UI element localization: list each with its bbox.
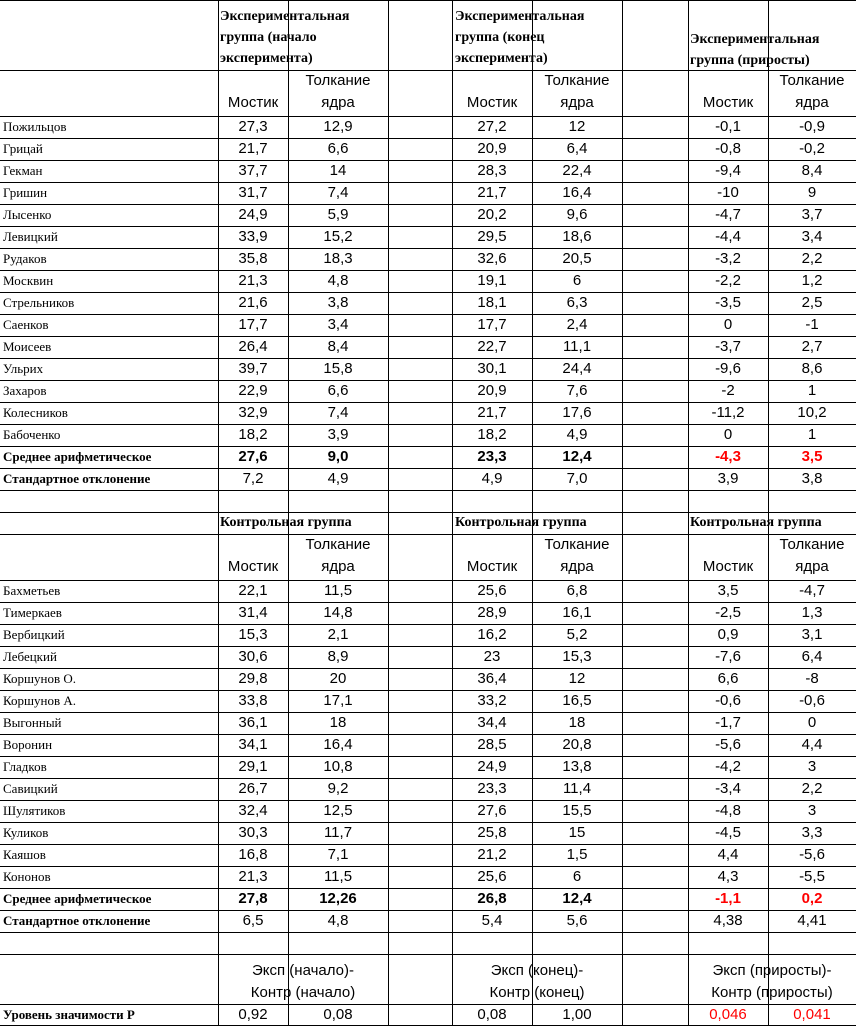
athlete-name: Лысенко bbox=[3, 207, 52, 222]
value-cell: 2,2 bbox=[801, 780, 823, 797]
sd-value: 7,2 bbox=[242, 470, 264, 487]
value-cell: 11,5 bbox=[323, 868, 353, 885]
sd-value: 5,6 bbox=[566, 912, 588, 929]
value-cell: 20,8 bbox=[562, 736, 592, 753]
value-cell: 30,6 bbox=[238, 648, 268, 665]
col-header-shot: ядра bbox=[560, 558, 594, 575]
athlete-name: Лебецкий bbox=[3, 649, 57, 664]
mean-value: 12,26 bbox=[319, 890, 357, 907]
col-header-shot: Толкание bbox=[305, 536, 371, 553]
value-cell: -4,5 bbox=[715, 824, 741, 841]
mean-value: 12,4 bbox=[562, 890, 592, 907]
value-cell: 8,4 bbox=[327, 338, 349, 355]
value-cell: 16,4 bbox=[562, 184, 592, 201]
significance-value: 0,046 bbox=[709, 1006, 747, 1023]
sd-label: Стандартное отклонение bbox=[3, 913, 151, 928]
athlete-name: Рудаков bbox=[3, 251, 47, 266]
comparison-end: Эксп (конец)- bbox=[490, 962, 584, 979]
athlete-name: Гришин bbox=[3, 185, 48, 200]
grid-line-h bbox=[0, 534, 856, 535]
group-header-ctrl-gain: Контрольная группа bbox=[690, 515, 822, 530]
value-cell: 12 bbox=[568, 118, 586, 135]
value-cell: -5,6 bbox=[715, 736, 741, 753]
athlete-name: Бабоченко bbox=[3, 427, 61, 442]
value-cell: 17,1 bbox=[323, 692, 353, 709]
col-header-bridge: Мостик bbox=[227, 94, 279, 111]
value-cell: 3 bbox=[807, 802, 817, 819]
sd-value: 6,5 bbox=[242, 912, 264, 929]
value-cell: -0,6 bbox=[715, 692, 741, 709]
value-cell: 8,9 bbox=[327, 648, 349, 665]
value-cell: 0 bbox=[723, 316, 733, 333]
sd-value: 4,9 bbox=[327, 470, 349, 487]
value-cell: 34,4 bbox=[477, 714, 507, 731]
significance-value: 0,08 bbox=[477, 1006, 507, 1023]
value-cell: 13,8 bbox=[562, 758, 592, 775]
value-cell: 4,9 bbox=[566, 426, 588, 443]
sd-value: 7,0 bbox=[566, 470, 588, 487]
col-header-shot: Толкание bbox=[305, 72, 371, 89]
athlete-name: Воронин bbox=[3, 737, 53, 752]
value-cell: 15 bbox=[568, 824, 586, 841]
athlete-name: Левицкий bbox=[3, 229, 58, 244]
value-cell: 3 bbox=[807, 758, 817, 775]
athlete-name: Куликов bbox=[3, 825, 49, 840]
value-cell: 3,3 bbox=[801, 824, 823, 841]
value-cell: 2,5 bbox=[801, 294, 823, 311]
value-cell: -5,5 bbox=[799, 868, 825, 885]
athlete-name: Савицкий bbox=[3, 781, 58, 796]
significance-value: 0,08 bbox=[323, 1006, 353, 1023]
value-cell: 18,1 bbox=[477, 294, 507, 311]
sd-value: 3,8 bbox=[801, 470, 823, 487]
value-cell: 20,5 bbox=[562, 250, 592, 267]
athlete-name: Бахметьев bbox=[3, 583, 61, 598]
grid-line-h bbox=[0, 0, 856, 1]
value-cell: 24,9 bbox=[238, 206, 268, 223]
value-cell: 17,6 bbox=[562, 404, 592, 421]
value-cell: 21,6 bbox=[238, 294, 268, 311]
comparison-start: Контр (начало) bbox=[250, 984, 356, 1001]
significance-value: 0,041 bbox=[793, 1006, 831, 1023]
value-cell: -2,2 bbox=[715, 272, 741, 289]
value-cell: 11,1 bbox=[562, 338, 592, 355]
mean-value: 12,4 bbox=[562, 448, 592, 465]
value-cell: -4,8 bbox=[715, 802, 741, 819]
athlete-name: Выгонный bbox=[3, 715, 62, 730]
value-cell: 3,8 bbox=[327, 294, 349, 311]
athlete-name: Стрельников bbox=[3, 295, 75, 310]
value-cell: 7,6 bbox=[566, 382, 588, 399]
value-cell: 8,6 bbox=[801, 360, 823, 377]
group-header-ctrl-end: Контрольная группа bbox=[455, 515, 587, 530]
value-cell: 2,4 bbox=[566, 316, 588, 333]
col-header-shot: Толкание bbox=[779, 72, 845, 89]
athlete-name: Гладков bbox=[3, 759, 47, 774]
value-cell: 4,3 bbox=[717, 868, 739, 885]
value-cell: 8,4 bbox=[801, 162, 823, 179]
value-cell: -5,6 bbox=[799, 846, 825, 863]
athlete-name: Пожильцов bbox=[3, 119, 67, 134]
mean-value: 9,0 bbox=[327, 448, 349, 465]
athlete-name: Ульрих bbox=[3, 361, 44, 376]
value-cell: 6,6 bbox=[717, 670, 739, 687]
value-cell: 5,2 bbox=[566, 626, 588, 643]
comparison-end: Контр (конец) bbox=[489, 984, 585, 1001]
col-header-bridge: Мостик bbox=[227, 558, 279, 575]
value-cell: -10 bbox=[717, 184, 739, 201]
value-cell: 2,7 bbox=[801, 338, 823, 355]
value-cell: 27,3 bbox=[238, 118, 268, 135]
value-cell: 28,9 bbox=[477, 604, 507, 621]
value-cell: 12,5 bbox=[323, 802, 353, 819]
col-header-shot: Толкание bbox=[779, 536, 845, 553]
value-cell: 34,1 bbox=[238, 736, 268, 753]
value-cell: 21,3 bbox=[238, 272, 268, 289]
group-header-exp-end: Экспериментальная группа (конец эксперимента) bbox=[455, 9, 585, 66]
col-header-bridge: Мостик bbox=[702, 558, 754, 575]
col-header-bridge: Мостик bbox=[466, 94, 518, 111]
value-cell: 9,2 bbox=[327, 780, 349, 797]
athlete-name: Тимеркаев bbox=[3, 605, 62, 620]
value-cell: 26,4 bbox=[238, 338, 268, 355]
value-cell: 3,7 bbox=[801, 206, 823, 223]
athlete-name: Шулятиков bbox=[3, 803, 66, 818]
value-cell: 9 bbox=[807, 184, 817, 201]
value-cell: 6,3 bbox=[566, 294, 588, 311]
value-cell: 26,7 bbox=[238, 780, 268, 797]
athlete-name: Моисеев bbox=[3, 339, 52, 354]
value-cell: 16,4 bbox=[323, 736, 353, 753]
value-cell: -0,8 bbox=[715, 140, 741, 157]
athlete-name: Каяшов bbox=[3, 847, 46, 862]
value-cell: -3,2 bbox=[715, 250, 741, 267]
comparison-gain: Эксп (приросты)- bbox=[712, 962, 832, 979]
value-cell: 21,7 bbox=[238, 140, 268, 157]
value-cell: 22,4 bbox=[562, 162, 592, 179]
group-header-exp-gain: Экспериментальная группа (приросты) bbox=[690, 32, 820, 68]
grid-line-h bbox=[0, 954, 856, 955]
value-cell: -8 bbox=[805, 670, 819, 687]
value-cell: 25,8 bbox=[477, 824, 507, 841]
col-header-bridge: Мостик bbox=[466, 558, 518, 575]
value-cell: 5,9 bbox=[327, 206, 349, 223]
value-cell: 4,4 bbox=[801, 736, 823, 753]
value-cell: -4,7 bbox=[799, 582, 825, 599]
athlete-name: Вербицкий bbox=[3, 627, 65, 642]
value-cell: 0 bbox=[807, 714, 817, 731]
value-cell: 19,1 bbox=[477, 272, 507, 289]
value-cell: -2 bbox=[721, 382, 735, 399]
value-cell: 37,7 bbox=[238, 162, 268, 179]
athlete-name: Грицай bbox=[3, 141, 43, 156]
value-cell: 16,8 bbox=[238, 846, 268, 863]
mean-value: 3,5 bbox=[801, 448, 823, 465]
col-header-shot: ядра bbox=[321, 94, 355, 111]
mean-value: 26,8 bbox=[477, 890, 507, 907]
value-cell: 20,9 bbox=[477, 140, 507, 157]
value-cell: 31,7 bbox=[238, 184, 268, 201]
value-cell: 24,4 bbox=[562, 360, 592, 377]
value-cell: -2,5 bbox=[715, 604, 741, 621]
value-cell: 2,1 bbox=[327, 626, 349, 643]
group-header-ctrl-start: Контрольная группа bbox=[220, 515, 352, 530]
significance-label: Уровень значимости Р bbox=[3, 1007, 135, 1022]
group-header-exp-start: Экспериментальная группа (начало эксперимента) bbox=[220, 9, 350, 66]
value-cell: 32,4 bbox=[238, 802, 268, 819]
value-cell: -9,4 bbox=[715, 162, 741, 179]
athlete-name: Москвин bbox=[3, 273, 54, 288]
value-cell: 14,8 bbox=[323, 604, 353, 621]
value-cell: -3,7 bbox=[715, 338, 741, 355]
value-cell: 11,4 bbox=[562, 780, 592, 797]
grid-line-h bbox=[0, 932, 856, 933]
value-cell: 17,7 bbox=[238, 316, 268, 333]
value-cell: -9,6 bbox=[715, 360, 741, 377]
value-cell: 29,5 bbox=[477, 228, 507, 245]
value-cell: 7,1 bbox=[327, 846, 349, 863]
value-cell: -0,6 bbox=[799, 692, 825, 709]
value-cell: 10,8 bbox=[323, 758, 353, 775]
value-cell: 12 bbox=[568, 670, 586, 687]
value-cell: 15,2 bbox=[323, 228, 353, 245]
value-cell: 15,5 bbox=[562, 802, 592, 819]
col-header-shot: ядра bbox=[795, 558, 829, 575]
athlete-name: Коршунов О. bbox=[3, 671, 77, 686]
value-cell: 21,2 bbox=[477, 846, 507, 863]
value-cell: 3,4 bbox=[327, 316, 349, 333]
value-cell: 28,5 bbox=[477, 736, 507, 753]
value-cell: 0 bbox=[723, 426, 733, 443]
value-cell: 15,8 bbox=[323, 360, 353, 377]
value-cell: 33,2 bbox=[477, 692, 507, 709]
value-cell: 3,5 bbox=[717, 582, 739, 599]
value-cell: 28,3 bbox=[477, 162, 507, 179]
comparison-start: Эксп (начало)- bbox=[251, 962, 354, 979]
value-cell: 6,6 bbox=[327, 140, 349, 157]
value-cell: 11,7 bbox=[323, 824, 353, 841]
value-cell: -4,2 bbox=[715, 758, 741, 775]
value-cell: 22,1 bbox=[238, 582, 268, 599]
value-cell: 3,1 bbox=[801, 626, 823, 643]
value-cell: 36,1 bbox=[238, 714, 268, 731]
athlete-name: Саенков bbox=[3, 317, 49, 332]
athlete-name: Коршунов А. bbox=[3, 693, 77, 708]
value-cell: 35,8 bbox=[238, 250, 268, 267]
sd-label: Стандартное отклонение bbox=[3, 471, 151, 486]
value-cell: 21,3 bbox=[238, 868, 268, 885]
value-cell: 25,6 bbox=[477, 868, 507, 885]
value-cell: -3,5 bbox=[715, 294, 741, 311]
value-cell: 16,2 bbox=[477, 626, 507, 643]
value-cell: 1 bbox=[807, 382, 817, 399]
sd-value: 4,9 bbox=[481, 470, 503, 487]
significance-value: 0,92 bbox=[238, 1006, 268, 1023]
value-cell: 4,8 bbox=[327, 272, 349, 289]
value-cell: 6 bbox=[572, 868, 582, 885]
mean-value: -4,3 bbox=[715, 448, 741, 465]
mean-value: -1,1 bbox=[715, 890, 741, 907]
value-cell: 2,2 bbox=[801, 250, 823, 267]
mean-label: Среднее арифметическое bbox=[3, 891, 152, 906]
value-cell: 0,9 bbox=[717, 626, 739, 643]
value-cell: 22,7 bbox=[477, 338, 507, 355]
value-cell: 15,3 bbox=[238, 626, 268, 643]
value-cell: 1,2 bbox=[801, 272, 823, 289]
value-cell: 6,4 bbox=[566, 140, 588, 157]
value-cell: -3,4 bbox=[715, 780, 741, 797]
value-cell: 33,8 bbox=[238, 692, 268, 709]
value-cell: -4,7 bbox=[715, 206, 741, 223]
value-cell: 18,6 bbox=[562, 228, 592, 245]
col-header-shot: ядра bbox=[560, 94, 594, 111]
value-cell: -1,7 bbox=[715, 714, 741, 731]
value-cell: 7,4 bbox=[327, 404, 349, 421]
significance-value: 1,00 bbox=[562, 1006, 592, 1023]
value-cell: -0,9 bbox=[799, 118, 825, 135]
value-cell: 23,3 bbox=[477, 780, 507, 797]
value-cell: 30,1 bbox=[477, 360, 507, 377]
athlete-name: Захаров bbox=[3, 383, 47, 398]
value-cell: 15,3 bbox=[562, 648, 592, 665]
value-cell: 23 bbox=[483, 648, 501, 665]
value-cell: 17,7 bbox=[477, 316, 507, 333]
value-cell: 6,4 bbox=[801, 648, 823, 665]
value-cell: 14 bbox=[329, 162, 347, 179]
value-cell: -11,2 bbox=[711, 404, 745, 421]
grid-line-h bbox=[0, 490, 856, 491]
value-cell: 18,3 bbox=[323, 250, 353, 267]
col-header-shot: ядра bbox=[321, 558, 355, 575]
mean-value: 27,6 bbox=[238, 448, 268, 465]
value-cell: 4,4 bbox=[717, 846, 739, 863]
value-cell: 20,2 bbox=[477, 206, 507, 223]
sd-value: 4,38 bbox=[713, 912, 743, 929]
value-cell: 16,5 bbox=[562, 692, 592, 709]
mean-value: 0,2 bbox=[801, 890, 823, 907]
value-cell: 31,4 bbox=[238, 604, 268, 621]
value-cell: 27,6 bbox=[477, 802, 507, 819]
value-cell: 29,1 bbox=[238, 758, 268, 775]
value-cell: 16,1 bbox=[562, 604, 592, 621]
value-cell: -0,1 bbox=[715, 118, 741, 135]
value-cell: 18,2 bbox=[477, 426, 507, 443]
comparison-gain: Контр (приросты) bbox=[711, 984, 833, 1001]
value-cell: 6,6 bbox=[327, 382, 349, 399]
athlete-name: Гекман bbox=[3, 163, 43, 178]
value-cell: 25,6 bbox=[477, 582, 507, 599]
value-cell: 20 bbox=[329, 670, 347, 687]
value-cell: 24,9 bbox=[477, 758, 507, 775]
value-cell: 32,6 bbox=[477, 250, 507, 267]
col-header-shot: ядра bbox=[795, 94, 829, 111]
mean-label: Среднее арифметическое bbox=[3, 449, 152, 464]
value-cell: 6 bbox=[572, 272, 582, 289]
value-cell: 3,9 bbox=[327, 426, 349, 443]
value-cell: -0,2 bbox=[799, 140, 825, 157]
mean-value: 23,3 bbox=[477, 448, 507, 465]
value-cell: 21,7 bbox=[477, 404, 507, 421]
value-cell: 1 bbox=[807, 426, 817, 443]
value-cell: 22,9 bbox=[238, 382, 268, 399]
value-cell: 6,8 bbox=[566, 582, 588, 599]
col-header-shot: Толкание bbox=[544, 536, 610, 553]
value-cell: 1,5 bbox=[566, 846, 588, 863]
value-cell: 1,3 bbox=[801, 604, 823, 621]
value-cell: 18 bbox=[568, 714, 586, 731]
col-header-bridge: Мостик bbox=[702, 94, 754, 111]
value-cell: 18 bbox=[329, 714, 347, 731]
athlete-name: Кононов bbox=[3, 869, 51, 884]
value-cell: -4,4 bbox=[715, 228, 741, 245]
sd-value: 3,9 bbox=[717, 470, 739, 487]
value-cell: 7,4 bbox=[327, 184, 349, 201]
mean-value: 27,8 bbox=[238, 890, 268, 907]
value-cell: 3,4 bbox=[801, 228, 823, 245]
value-cell: 11,5 bbox=[323, 582, 353, 599]
value-cell: -1 bbox=[805, 316, 819, 333]
value-cell: 33,9 bbox=[238, 228, 268, 245]
sd-value: 4,8 bbox=[327, 912, 349, 929]
value-cell: 21,7 bbox=[477, 184, 507, 201]
value-cell: 39,7 bbox=[238, 360, 268, 377]
value-cell: 27,2 bbox=[477, 118, 507, 135]
athlete-name: Колесников bbox=[3, 405, 68, 420]
value-cell: -7,6 bbox=[715, 648, 741, 665]
value-cell: 36,4 bbox=[477, 670, 507, 687]
value-cell: 18,2 bbox=[238, 426, 268, 443]
value-cell: 12,9 bbox=[323, 118, 353, 135]
value-cell: 9,6 bbox=[566, 206, 588, 223]
value-cell: 32,9 bbox=[238, 404, 268, 421]
value-cell: 20,9 bbox=[477, 382, 507, 399]
value-cell: 29,8 bbox=[238, 670, 268, 687]
col-header-shot: Толкание bbox=[544, 72, 610, 89]
value-cell: 30,3 bbox=[238, 824, 268, 841]
sd-value: 5,4 bbox=[481, 912, 503, 929]
value-cell: 10,2 bbox=[797, 404, 827, 421]
sd-value: 4,41 bbox=[797, 912, 827, 929]
